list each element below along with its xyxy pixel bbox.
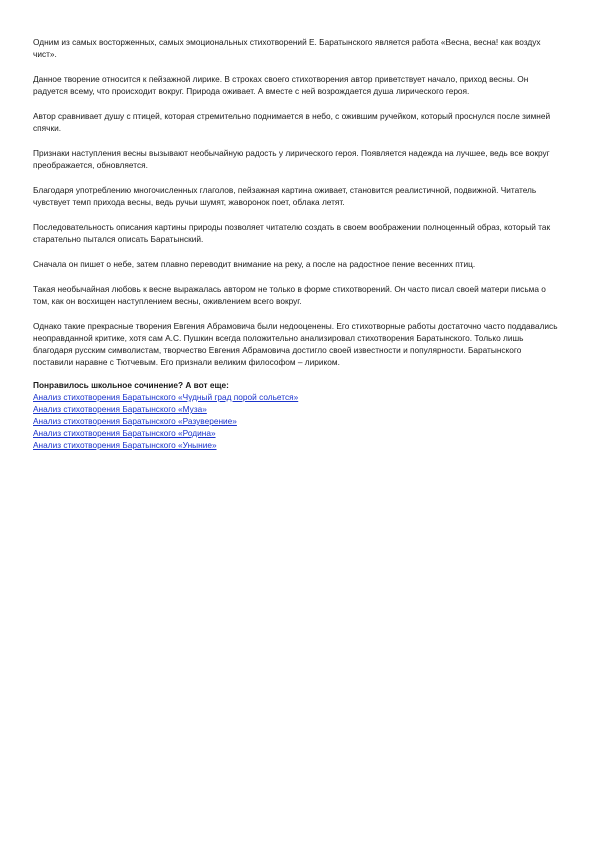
list-item [33,391,560,403]
document-page [33,36,560,451]
related-links-block [33,379,560,451]
paragraph-letters: Такая необычайная любовь к весне выражалась автором не только в форме стихотворений. Он часто писал своей матери письма о том, как он восхищен наступлением весны, оживлением всего вокруг. [33,284,546,306]
related-links-list [33,391,560,451]
related-links-heading: Понравилось школьное сочинение? А вот еще: [33,380,229,390]
list-item [33,403,560,415]
related-link-chudny-grad[interactable]: Анализ стихотворения Баратынского «Чудный град порой сольется» [33,392,299,402]
related-link-unynie[interactable]: Анализ стихотворения Баратынского «Уныние» [33,440,217,450]
list-item [33,415,560,427]
list-item [33,427,560,439]
paragraph-sky-river: Сначала он пишет о небе, затем плавно переводит внимание на реку, а после на радостное пение весенних птиц. [33,259,476,269]
paragraph-soul-bird: Автор сравнивает душу с птицей, которая стремительно поднимается в небо, с ожившим ручейком, который проснулся после зимней спячки. [33,111,551,133]
paragraph-verbs: Благодаря употреблению многочисленных глаголов, пейзажная картина оживает, становится реалистичной, подвижной. Читатель чувствует темп прихода весны, ведь ручьи шумят, жаворонок поет, облака летят. [33,185,537,207]
paragraph-spring-signs: Признаки наступления весны вызывают необычайную радость у лирического героя. Появляется надежда на лучшее, ведь все вокруг преображается, обновляется. [33,148,550,170]
paragraph-landscape-lyric: Данное творение относится к пейзажной лирике. В строках своего стихотворения автор приветствует начало, приход весны. Он радуется всему, что происходит вокруг. Природа оживает. А вместе с ней возрождается душа лирического героя. [33,74,529,96]
paragraph-sequence: Последовательность описания картины природы позволяет читателю создать в своем воображении полноценный образ, который так старательно пытался описать Баратынский. [33,222,551,244]
list-item [33,439,560,451]
related-link-muza[interactable]: Анализ стихотворения Баратынского «Муза» [33,404,207,414]
paragraph-recognition: Однако такие прекрасные творения Евгения Абрамовича были недооценены. Его стихотворные работы достаточно часто поддавались неоправданной критике, хотя сам А.С. Пушкин всегда положительно анализировал стихотворения Баратынского. Только лишь благодаря русским символистам, творчество Евгения Абрамовича достигло своей известности и популярности. Баратынского поставили наравне с Тютчевым. Его признали великим философом – лириком. [33,321,558,367]
related-link-rodina[interactable]: Анализ стихотворения Баратынского «Родина» [33,428,216,438]
paragraph-intro: Одним из самых восторженных, самых эмоциональных стихотворений Е. Баратынского является работа «Весна, весна! как воздух чист». [33,37,541,59]
related-link-razuverenie[interactable]: Анализ стихотворения Баратынского «Разуверение» [33,416,237,426]
